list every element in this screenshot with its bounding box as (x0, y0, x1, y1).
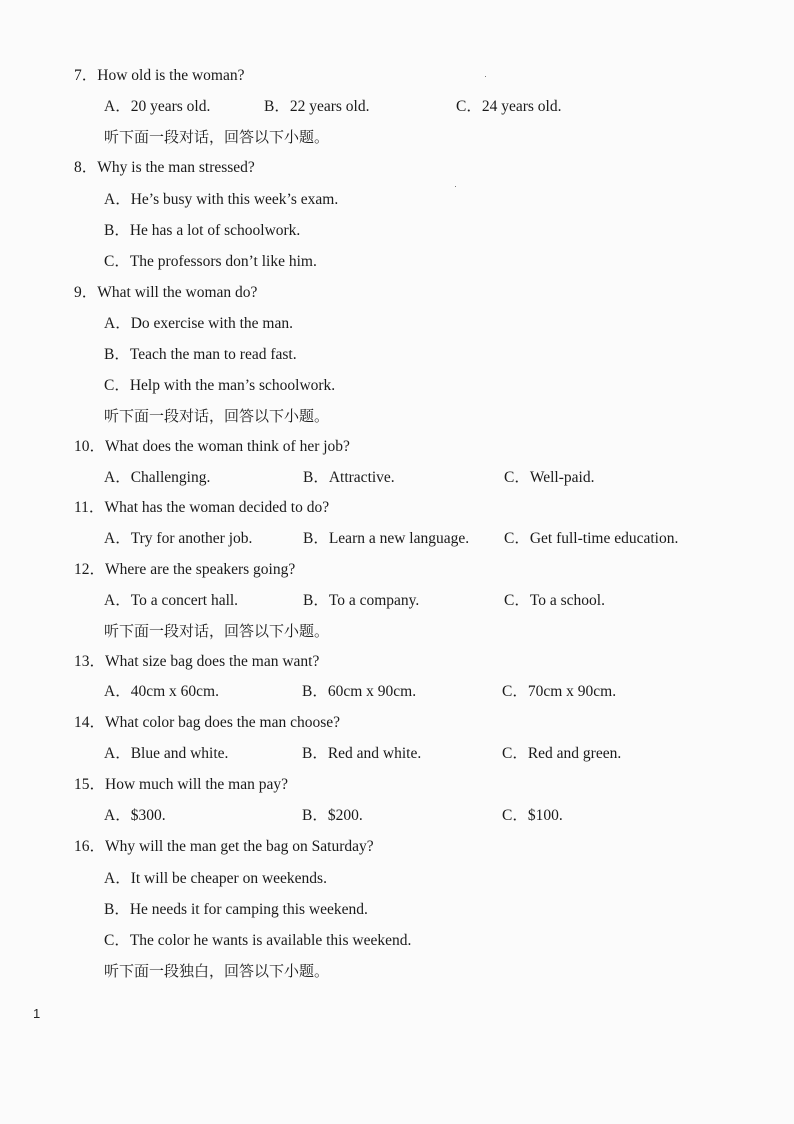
option-b: B．Learn a new language. (303, 530, 470, 547)
option-c: C．70cm x 90cm. (502, 683, 617, 700)
question-7-options (104, 97, 754, 117)
section-instruction: 听下面一段对话，回答以下小题。 (104, 622, 330, 640)
question-8: 8．Why is the man stressed? (74, 159, 255, 176)
option-b: B．Attractive. (303, 469, 395, 486)
option-a: A．Do exercise with the man. (104, 315, 293, 332)
question-14: 14．What color bag does the man choose? (74, 714, 341, 731)
option-a: A．Challenging. (104, 469, 211, 486)
option-a: A．Try for another job. (104, 530, 253, 547)
question-15: 15．How much will the man pay? (74, 776, 288, 793)
question-9: 9．What will the woman do? (74, 284, 258, 301)
option-a: A．$300. (104, 807, 166, 824)
option-b: B．22 years old. (264, 98, 370, 115)
option-c: C．The professors don’t like him. (104, 253, 317, 270)
option-c: C．24 years old. (456, 98, 562, 115)
option-b: B．60cm x 90cm. (302, 683, 417, 700)
option-a: A．To a concert hall. (104, 592, 239, 609)
option-a: A．Blue and white. (104, 745, 229, 762)
question-13-options (104, 682, 754, 702)
scan-speck (485, 76, 486, 77)
option-c: C．$100. (502, 807, 563, 824)
question-16: 16．Why will the man get the bag on Saturday? (74, 838, 374, 855)
option-c: C．To a school. (504, 592, 605, 609)
question-7: 7．How old is the woman? (74, 67, 245, 84)
option-c: C．Well-paid. (504, 469, 595, 486)
option-c: C．Help with the man’s schoolwork. (104, 377, 336, 394)
option-a: A．40cm x 60cm. (104, 683, 219, 700)
option-b: B．To a company. (303, 592, 420, 609)
option-b: B．Red and white. (302, 745, 422, 762)
question-12-options (104, 591, 754, 611)
question-11-options (104, 529, 754, 549)
option-b: B．$200. (302, 807, 363, 824)
option-a: A．20 years old. (104, 98, 211, 115)
option-c: C．The color he wants is available this weekend. (104, 932, 412, 949)
option-c: C．Red and green. (502, 745, 622, 762)
question-14-options (104, 744, 754, 764)
option-b: B．Teach the man to read fast. (104, 346, 297, 363)
question-13: 13．What size bag does the man want? (74, 653, 320, 670)
question-15-options (104, 806, 754, 826)
question-10-options (104, 468, 754, 488)
question-10: 10．What does the woman think of her job? (74, 438, 350, 455)
section-instruction: 听下面一段对话，回答以下小题。 (104, 128, 330, 146)
option-a: A．It will be cheaper on weekends. (104, 870, 327, 887)
section-instruction: 听下面一段对话，回答以下小题。 (104, 407, 330, 425)
option-a: A．He’s busy with this week’s exam. (104, 191, 339, 208)
section-instruction: 听下面一段独白，回答以下小题。 (104, 962, 330, 980)
option-b: B．He needs it for camping this weekend. (104, 901, 368, 918)
question-12: 12．Where are the speakers going? (74, 561, 296, 578)
page-number: 1 (33, 1006, 41, 1021)
option-b: B．He has a lot of schoolwork. (104, 222, 301, 239)
option-c: C．Get full-time education. (504, 530, 679, 547)
scan-speck (455, 186, 456, 187)
question-11: 11．What has the woman decided to do? (74, 499, 330, 516)
